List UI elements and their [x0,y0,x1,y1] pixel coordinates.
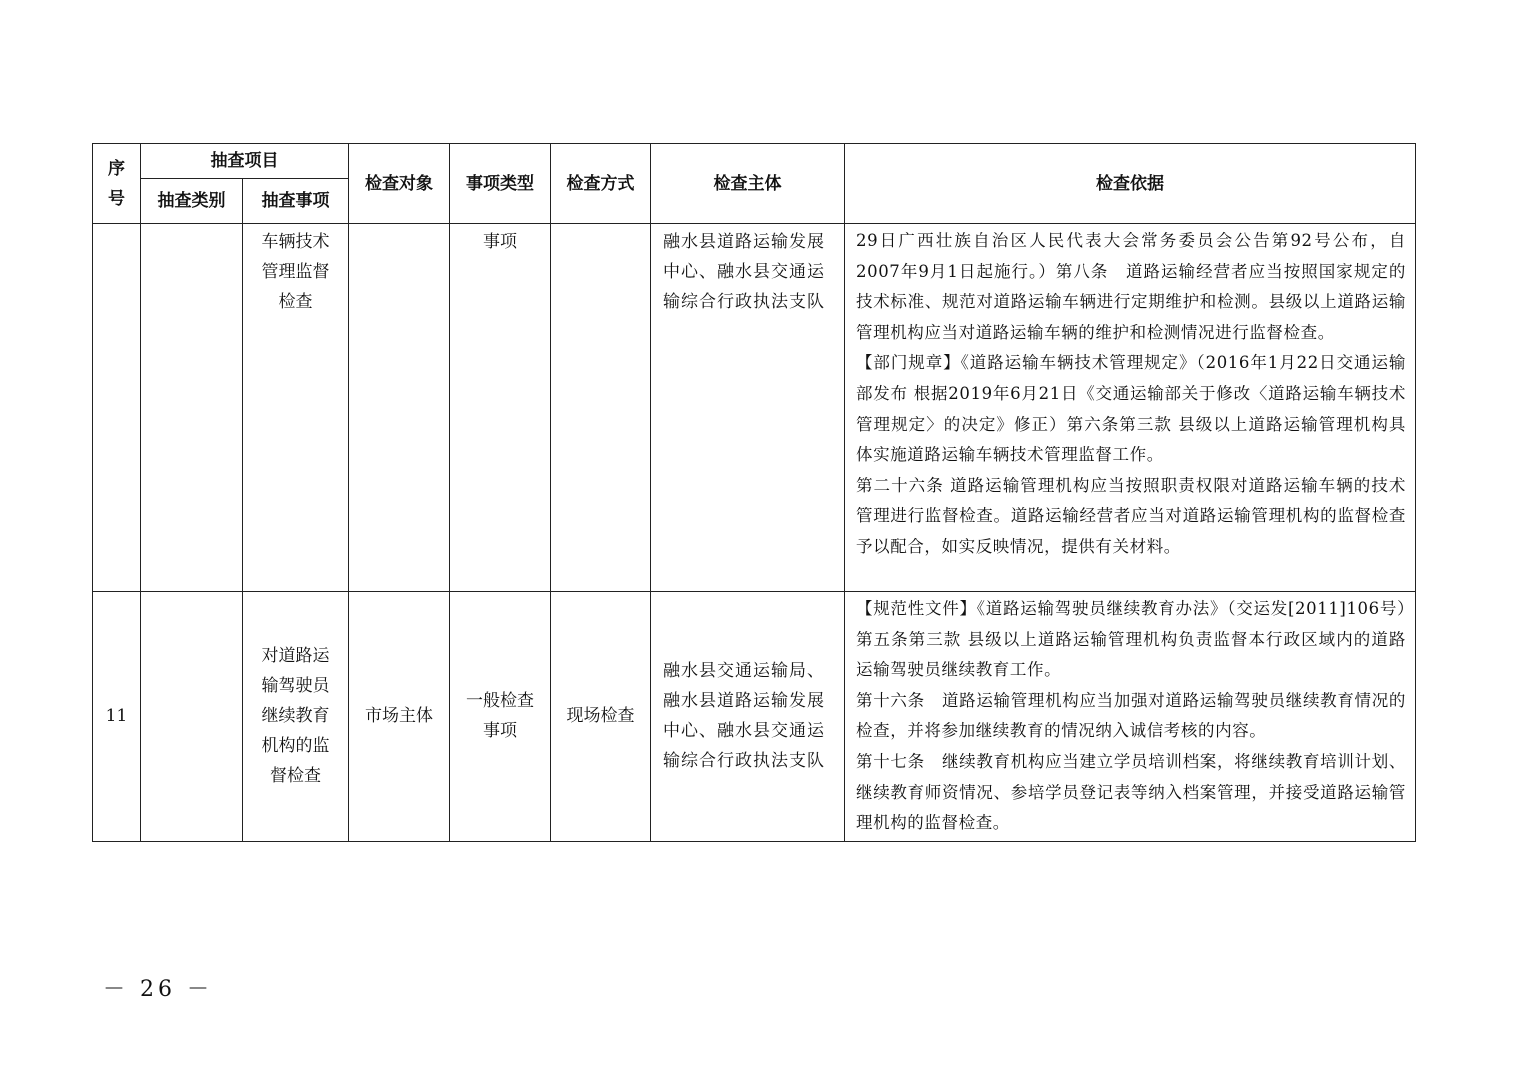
inspection-table [92,143,1416,842]
matter-line: 车辆技术 [261,232,330,252]
header-check-basis: 检查依据 [845,144,1416,224]
basis-paragraph: 第十七条 继续教育机构应当建立学员培训档案，将继续教育培训计划、继续教育师资情况、参培学员登记表等纳入档案管理，并接受道路运输管理机构的监督检查。 [856,751,1406,833]
type-line: 事项 [483,721,517,742]
matter-line: 检查 [278,292,313,312]
method-cell: 现场检查 [551,592,651,842]
basis-paragraph: 29日广西壮族自治区人民代表大会常务委员会公告第92号公布，自2007年9月1日起施行。）第八条 道路运输经营者应当按照国家规定的技术标准、规范对道路运输车辆进行定期维护和检测。县级以上道路运输管理机构应当对道路运输车辆的维护和检测情况进行监督检查。 [856,231,1406,342]
matter-cell [243,592,349,842]
basis-cell [845,592,1416,842]
subject-line: 中心、融水县交通运 [663,721,825,742]
type-line: 一般检查 [466,691,534,712]
table-row [93,224,1416,592]
header-check-subject: 检查主体 [651,144,845,224]
table-row [93,592,1416,842]
basis-cell [845,224,1416,592]
header-check-category: 抽查类别 [141,179,243,224]
method-cell [551,224,651,592]
header-check-method: 检查方式 [551,144,651,224]
header-seq-line1: 序 [108,158,125,179]
seq-cell: 11 [93,592,141,842]
subject-line: 融水县道路运输发展 [663,691,825,712]
header-check-item-group: 抽查项目 [141,144,349,179]
header-check-object: 检查对象 [349,144,450,224]
category-cell [141,592,243,842]
subject-line: 输综合行政执法支队 [663,751,825,772]
matter-line: 管理监督 [261,262,330,282]
subject-line: 中心、融水县交通运 [663,262,825,282]
basis-paragraph: 第二十六条 道路运输管理机构应当按照职责权限对道路运输车辆的技术管理进行监督检查。道路运输经营者应当对道路运输管理机构的监督检查予以配合，如实反映情况，提供有关材料。 [856,475,1406,556]
matter-line: 输驾驶员 [261,676,330,697]
category-cell [141,224,243,592]
matter-line: 督检查 [270,766,321,787]
object-cell: 市场主体 [349,592,450,842]
header-seq-line2: 号 [108,188,125,209]
page-number: － 26 － [103,977,213,1002]
subject-cell [651,592,845,842]
basis-paragraph: 【规范性文件】《道路运输驾驶员继续教育办法》（交运发[2011]106号）第五条第三款 县级以上道路运输管理机构负责监督本行政区域内的道路运输驾驶员继续教育工作。 [856,599,1406,680]
matter-line: 继续教育 [261,706,330,727]
header-check-matter: 抽查事项 [243,179,349,224]
subject-line: 融水县道路运输发展 [663,232,825,252]
header-matter-type: 事项类型 [450,144,551,224]
matter-cell [243,224,349,592]
matter-line: 机构的监 [261,736,330,757]
object-cell [349,224,450,592]
seq-cell [93,224,141,592]
type-cell [450,592,551,842]
matter-line: 对道路运 [261,646,330,667]
basis-paragraph: 第十六条 道路运输管理机构应当加强对道路运输驾驶员继续教育情况的检查，并将参加继续教育的情况纳入诚信考核的内容。 [856,690,1406,741]
header-seq [93,144,141,224]
type-cell [450,224,551,592]
subject-line: 输综合行政执法支队 [663,292,825,312]
type-line: 事项 [483,232,517,252]
basis-paragraph: 【部门规章】《道路运输车辆技术管理规定》（2016年1月22日交通运输部发布 根据2019年6月21日《交通运输部关于修改〈道路运输车辆技术管理规定〉的决定》修正）第六条第三款 县级以上道路运输管理机构具体实施道路运输车辆技术管理监督工作。 [856,353,1406,465]
subject-cell [651,224,845,592]
subject-line: 融水县交通运输局、 [663,661,825,682]
